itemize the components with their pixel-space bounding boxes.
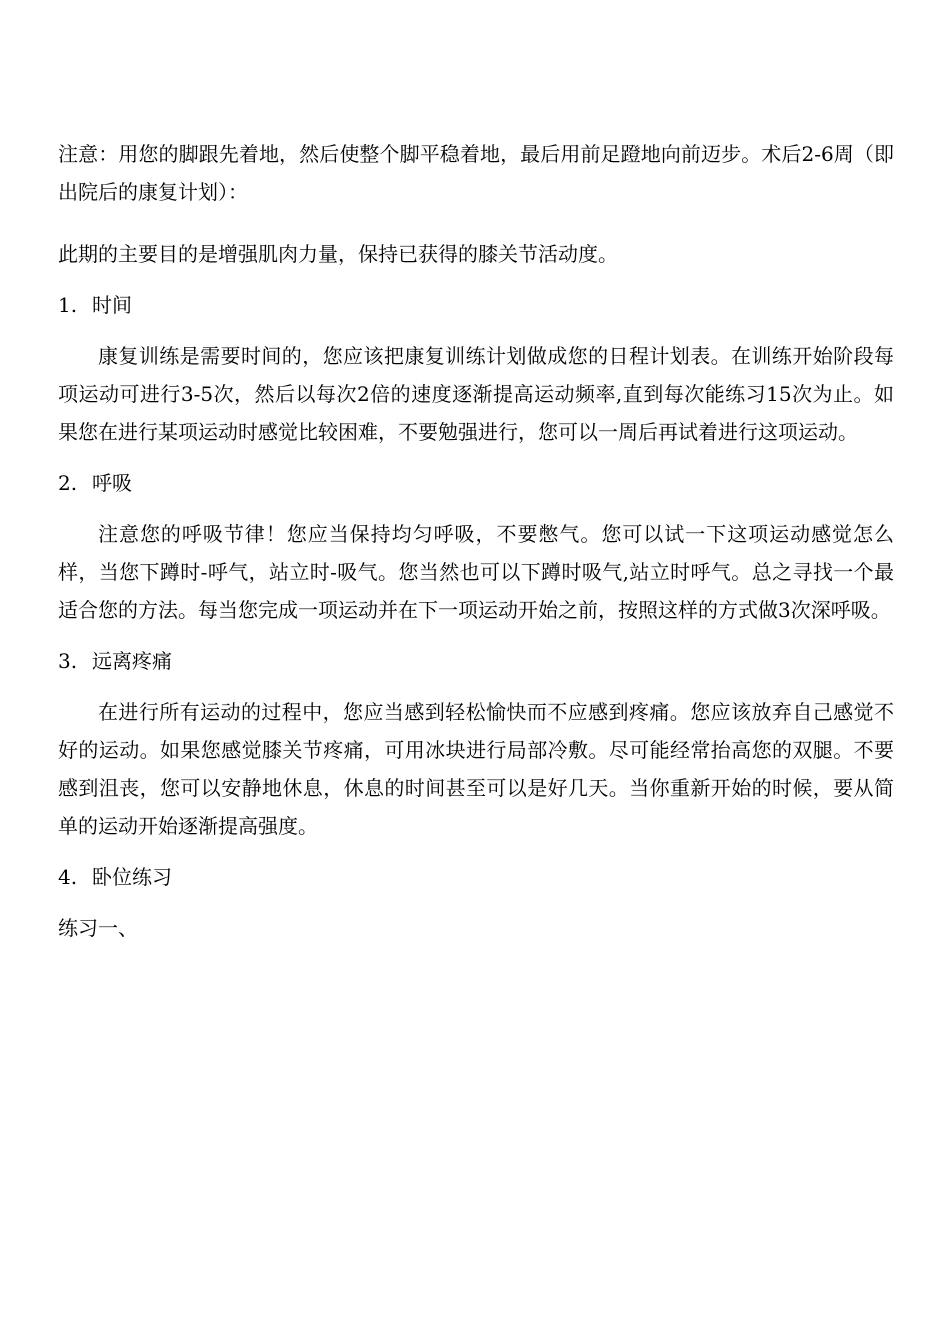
section-heading-time <box>58 286 894 324</box>
section-number: 2. <box>58 471 78 495</box>
section-title: 卧位练习 <box>92 865 172 889</box>
intro-purpose: 此期的主要目的是增强肌肉力量，保持已获得的膝关节活动度。 <box>58 242 618 266</box>
section-body-pain: 在进行所有运动的过程中，您应当感到轻松愉快而不应感到疼痛。您应该放弃自己感觉不好的运动。如果您感觉膝关节疼痛，可用冰块进行局部冷敷。尽可能经常抬高您的双腿。不要感到沮丧，您可以安静地休息，休息的时间甚至可以是好几天。当你重新开始的时候，要从简单的运动开始逐渐提高强度。 <box>58 700 894 838</box>
intro-note: 注意：用您的脚跟先着地，然后使整个脚平稳着地，最后用前足蹬地向前迈步。术后2-6周（即出院后的康复计划）： <box>58 142 894 204</box>
document-page <box>58 135 894 947</box>
section-body-breathing: 注意您的呼吸节律！您应当保持均匀呼吸，不要憋气。您可以试一下这项运动感觉怎么样，当您下蹲时-呼气，站立时-吸气。您当然也可以下蹲时吸气,站立时呼气。总之寻找一个最适合您的方法。每当您完成一项运动并在下一项运动开始之前，按照这样的方式做3次深呼吸。 <box>58 522 894 622</box>
section-heading-breathing <box>58 464 894 502</box>
section-title: 时间 <box>92 293 132 317</box>
section-number: 4. <box>58 865 78 889</box>
section-title: 呼吸 <box>92 471 132 495</box>
section-number: 3. <box>58 649 78 673</box>
section-heading-lying <box>58 858 894 896</box>
section-heading-pain <box>58 642 894 680</box>
exercise-label: 练习一、 <box>58 916 138 940</box>
section-title: 远离疼痛 <box>92 649 172 673</box>
section-number: 1. <box>58 293 78 317</box>
section-body-time: 康复训练是需要时间的，您应该把康复训练计划做成您的日程计划表。在训练开始阶段每项运动可进行3-5次，然后以每次2倍的速度逐渐提高运动频率,直到每次能练习15次为止。如果您在进行某项运动时感觉比较困难，不要勉强进行，您可以一周后再试着进行这项运动。 <box>58 344 894 444</box>
